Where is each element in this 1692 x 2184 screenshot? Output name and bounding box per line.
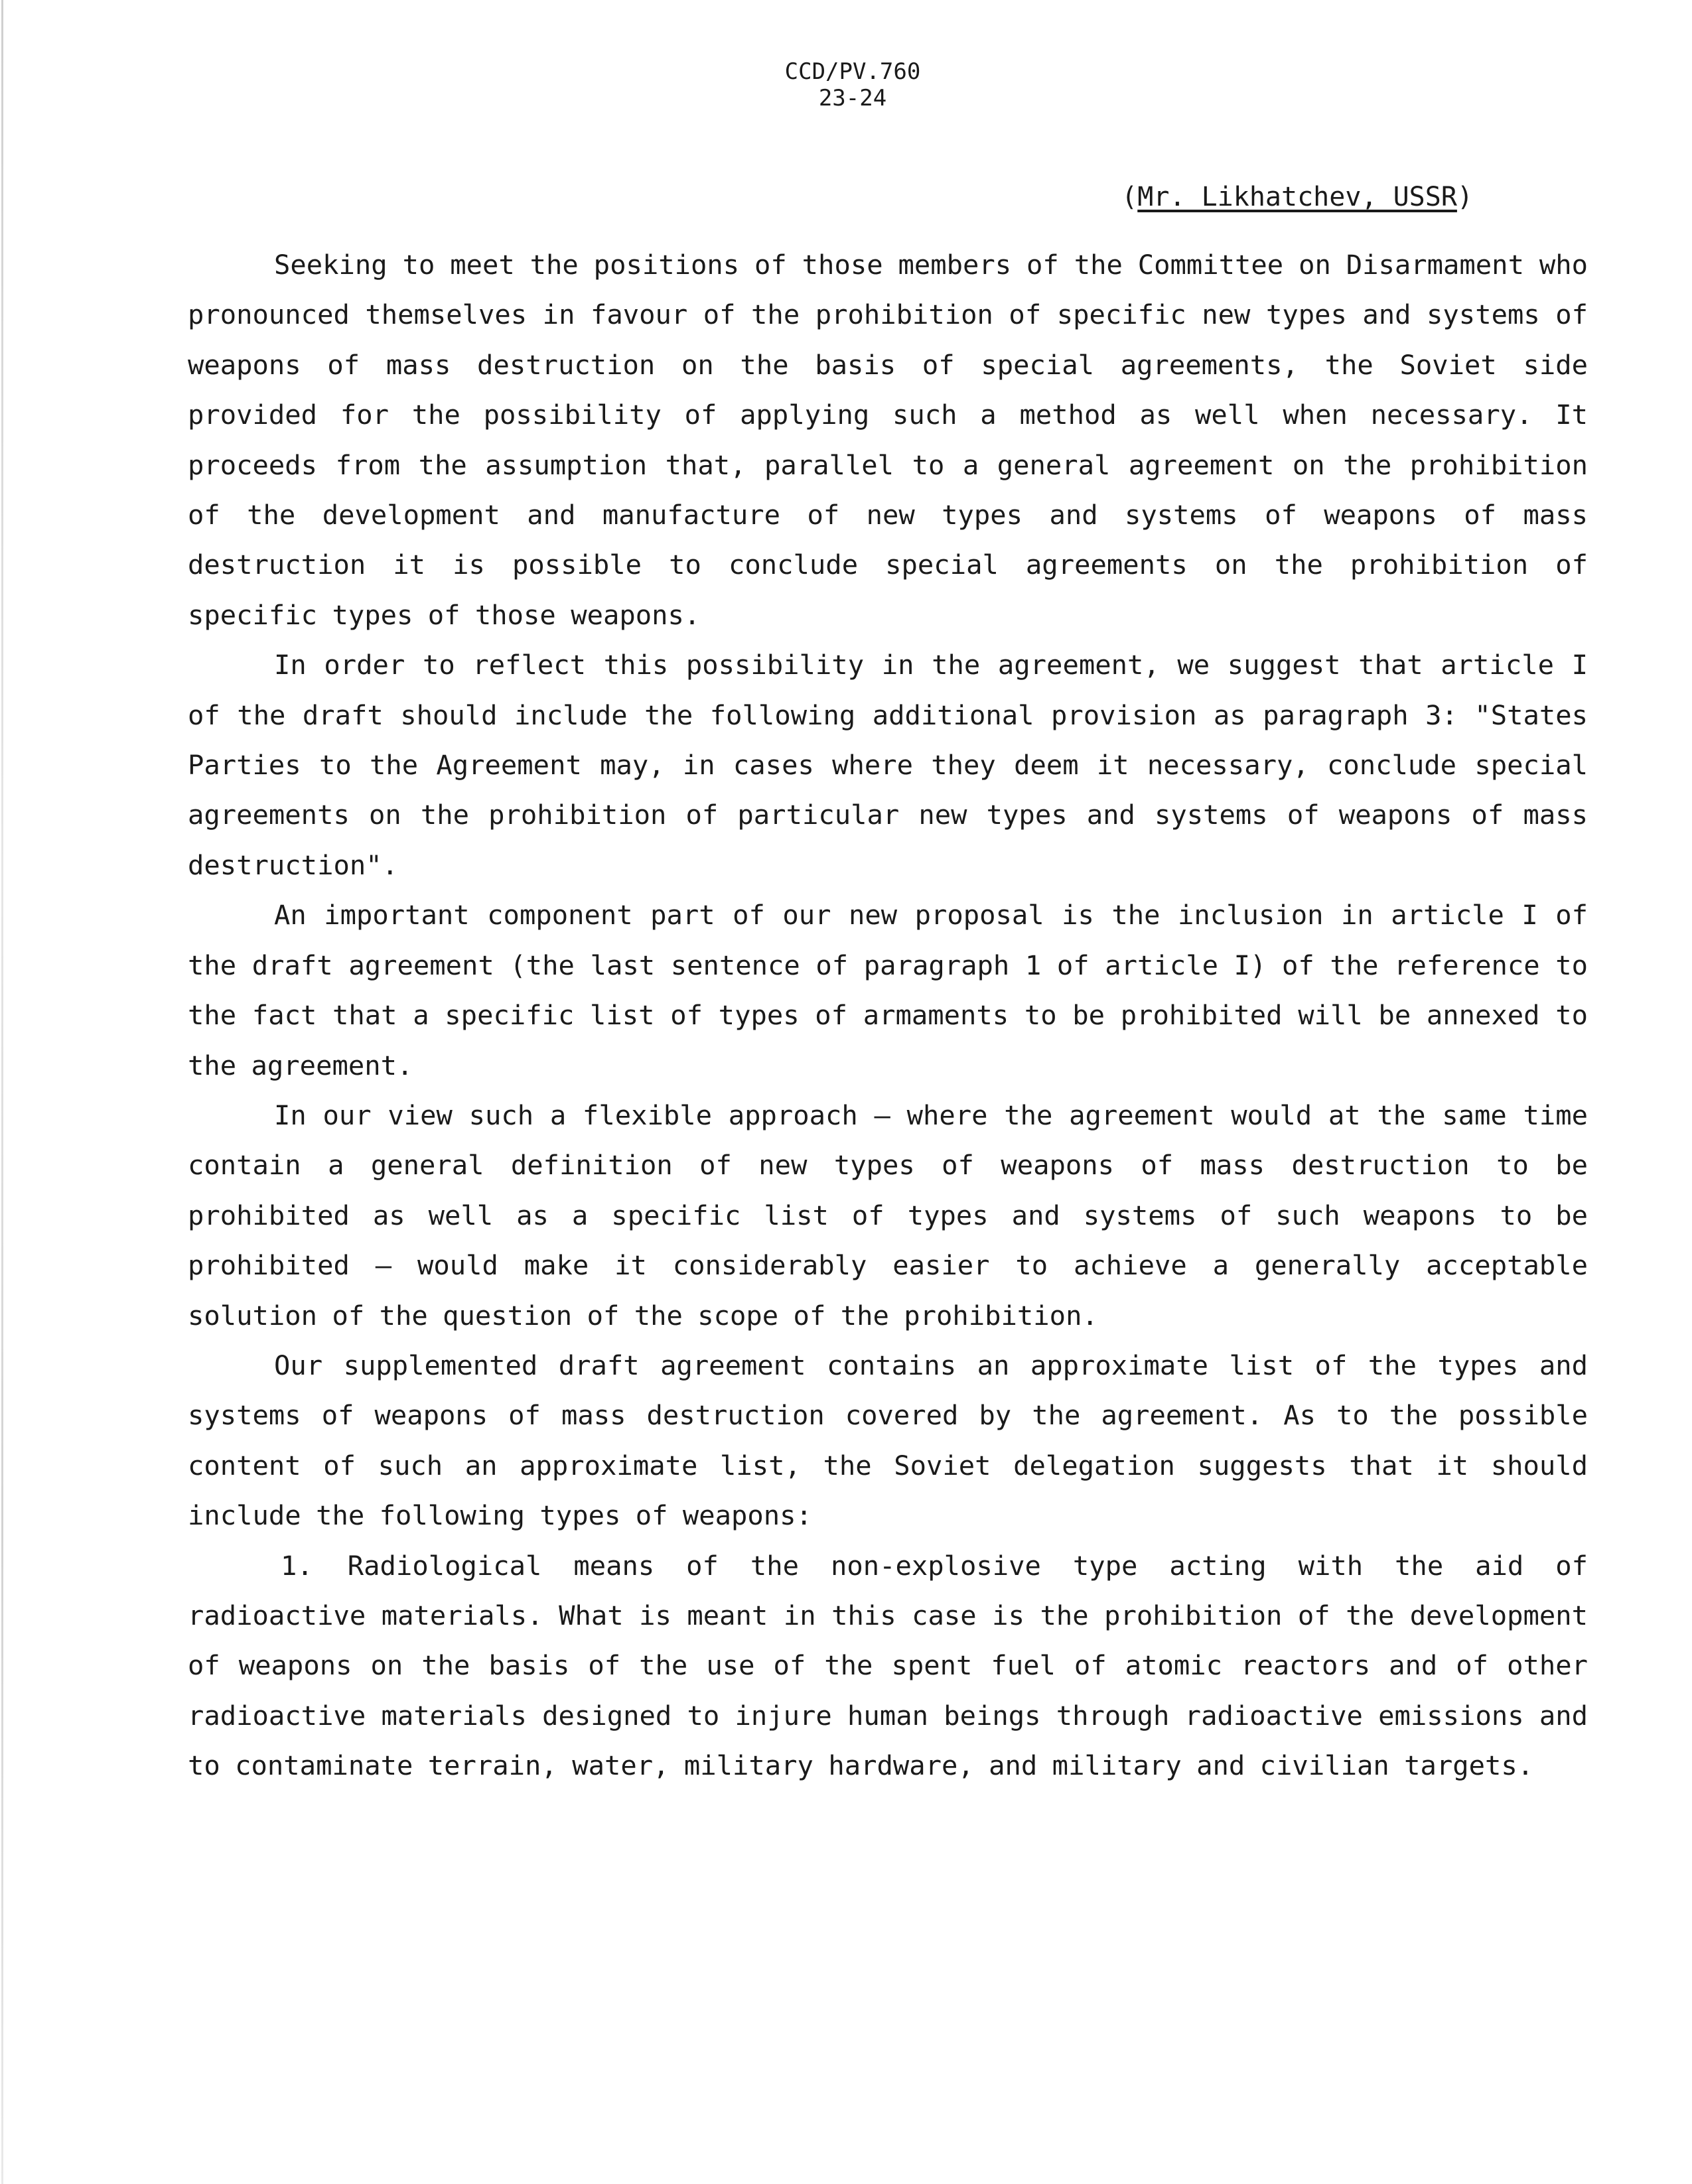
page-range: 23-24: [818, 85, 887, 111]
document-symbol: CCD/PV.760: [784, 58, 921, 85]
document-header: [0, 58, 1692, 111]
list-item-text: Radiological means of the non-explosive type acting with the aid of radioactive materials. What is meant in this case is the prohibition of the development of weapons on the basis of the use of the spent fuel of atomic reactors and of other radioactive materials designed to injure human beings through radioactive emissions and to contaminate terrain, water, military hardware, and military and civilian targets.: [188, 1549, 1588, 1782]
speaker-attribution: [1121, 180, 1473, 214]
list-item-number: 1.: [281, 1549, 313, 1582]
speaker-open-paren: (: [1121, 182, 1138, 212]
scan-edge-left: [1, 0, 3, 2184]
document-body: [188, 240, 1588, 1791]
paragraph: In our view such a flexible approach — where the agreement would at the same time contain a general definition of new types of weapons of mass destruction to be prohibited as well as a specific list of types and systems of such weapons to be prohibited — would make it considerably easier to achieve a generally acceptable solution of the question of the scope of the prohibition.: [188, 1099, 1588, 1331]
paragraph: Our supplemented draft agreement contains an approximate list of the types and systems of weapons of mass destruction covered by the agreement. As to the possible content of such an approximate list, the Soviet delegation suggests that it should include the following types of weapons:: [188, 1349, 1588, 1532]
speaker-close-paren: ): [1456, 182, 1473, 212]
list-item: [188, 1541, 1588, 1791]
speaker-name: Mr. Likhatchev, USSR: [1137, 182, 1457, 212]
paragraph: In order to reflect this possibility in the agreement, we suggest that article I of the draft should include the following additional provision as paragraph 3: "States Parties to the Agreement may, in cases where they deem it necessary, conclude special agreements on the prohibition of particular new types and systems of weapons of mass destruction".: [188, 649, 1588, 881]
paragraph: Seeking to meet the positions of those members of the Committee on Disarmament who pronounced themselves in favour of the prohibition of specific new types and systems of weapons of mass destruction on the basis of special agreements, the Soviet side provided for the possibility of applying such a method as well when necessary. It proceeds from the assumption that, parallel to a general agreement on the prohibition of the development and manufacture of new types and systems of weapons of mass destruction it is possible to conclude special agreements on the prohibition of specific types of those weapons.: [188, 249, 1588, 631]
paragraph: An important component part of our new proposal is the inclusion in article I of the draft agreement (the last sentence of paragraph 1 of article I) of the reference to the fact that a specific list of types of armaments to be prohibited will be annexed to the agreement.: [188, 899, 1588, 1081]
